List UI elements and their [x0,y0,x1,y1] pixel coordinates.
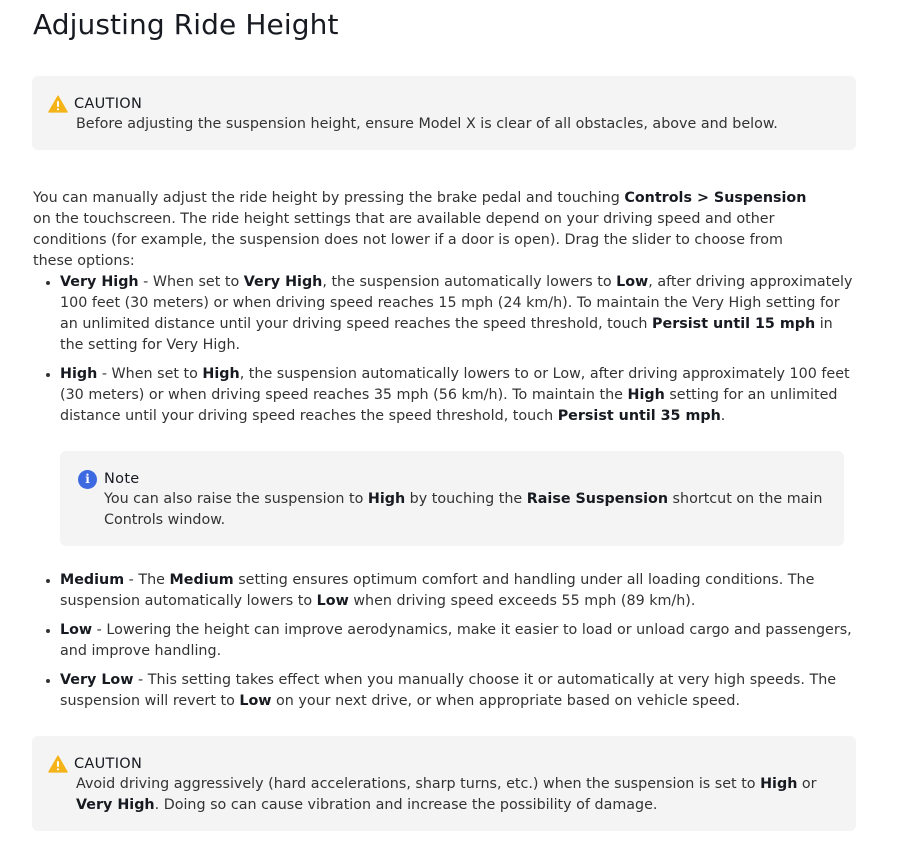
option-bold: Medium [169,572,234,588]
note-text-part: You can also raise the suspension to [104,491,368,507]
intro-text-cont: on the touchscreen. The ride height settings that are available depend on your driving speed and other conditions (for example, the suspension does not lower if a door is open). Drag the slider to choose from these options: [33,211,783,269]
caution-bold: High [760,776,798,792]
ride-height-options-list-cont [33,570,860,720]
option-name: Very High [60,274,139,290]
list-item-high [60,364,860,427]
option-name: High [60,366,98,382]
warning-triangle-icon [48,755,68,773]
intro-text: You can manually adjust the ride height by pressing the brake pedal and touching [33,190,625,206]
warning-triangle-icon [48,95,68,113]
option-bold: Very High [243,274,323,290]
note-bold: High [367,491,406,507]
option-text: - The [124,572,170,588]
caution-label: CAUTION [74,96,143,112]
list-item-medium [60,570,860,612]
caution-box [32,76,856,150]
note-text-part: by touching the [405,491,527,507]
note-label: Note [104,471,140,487]
option-text: setting for an unlimited distance until your driving speed reaches the speed threshold, touch [60,387,838,424]
option-name: Medium [60,572,125,588]
note-bold: Raise Suspension [526,491,669,507]
list-item-low [60,620,860,662]
option-bold: High [202,366,240,382]
note-header [78,469,828,489]
info-circle-icon: i [78,470,97,489]
option-bold: Persist until 35 mph [557,408,721,424]
option-text: - When set to [97,366,203,382]
option-bold: Low [316,593,349,609]
note-text [78,489,828,531]
caution-header [50,94,856,114]
caution-text-part: or [797,776,817,792]
caution-text-part: . Doing so can cause vibration and increase the possibility of damage. [154,797,658,813]
option-text: in the setting for Very High. [60,316,833,353]
option-bold: High [627,387,665,403]
option-text: setting ensures optimum comfort and handling under all loading conditions. The suspension automatically lowers to [60,572,815,609]
option-text: on your next drive, or when appropriate based on vehicle speed. [271,693,741,709]
caution-text [50,774,840,816]
caution-text-part: Avoid driving aggressively (hard accelerations, sharp turns, etc.) when the suspension is set to [76,776,761,792]
option-text: when driving speed exceeds 55 mph (89 km/h). [348,593,696,609]
intro-paragraph [33,188,823,272]
caution-bold: Very High [76,797,155,813]
option-name: Very Low [60,672,134,688]
caution-box-2 [32,736,856,831]
list-item-very-high [60,272,860,356]
page-title: Adjusting Ride Height [33,8,339,41]
option-bold: Low [616,274,649,290]
list-item-very-low [60,670,860,712]
option-text: , the suspension automatically lowers to or Low, after driving approximately 100 feet (30 meters) or when driving speed reaches 35 mph (56 km/h). To maintain the [60,366,850,403]
caution-label: CAUTION [74,756,143,772]
note-box [60,451,844,546]
option-text: - This setting takes effect when you manually choose it or automatically at very high speeds. The suspension will revert to [60,672,837,709]
option-text: , after driving approximately 100 feet (30 meters) or when driving speed reaches 15 mph (24 km/h). To maintain the Very High setting for an unlimited distance until your driving speed reaches the speed threshold, touch [60,274,853,332]
option-text: , the suspension automatically lowers to [322,274,617,290]
note-text-part: shortcut on the main Controls window. [104,491,823,528]
caution-header [50,754,840,774]
option-text: - When set to [138,274,244,290]
option-bold: Persist until 15 mph [652,316,816,332]
controls-suspension-path: Controls > Suspension [624,190,807,206]
option-name: Low [60,622,93,638]
option-bold: Low [239,693,272,709]
ride-height-options-list [33,272,860,435]
caution-text: Before adjusting the suspension height, ensure Model X is clear of all obstacles, above and below. [76,116,778,132]
option-text: . [720,408,726,424]
option-text: - Lowering the height can improve aerodynamics, make it easier to load or unload cargo and passengers, and improve handling. [60,622,852,659]
